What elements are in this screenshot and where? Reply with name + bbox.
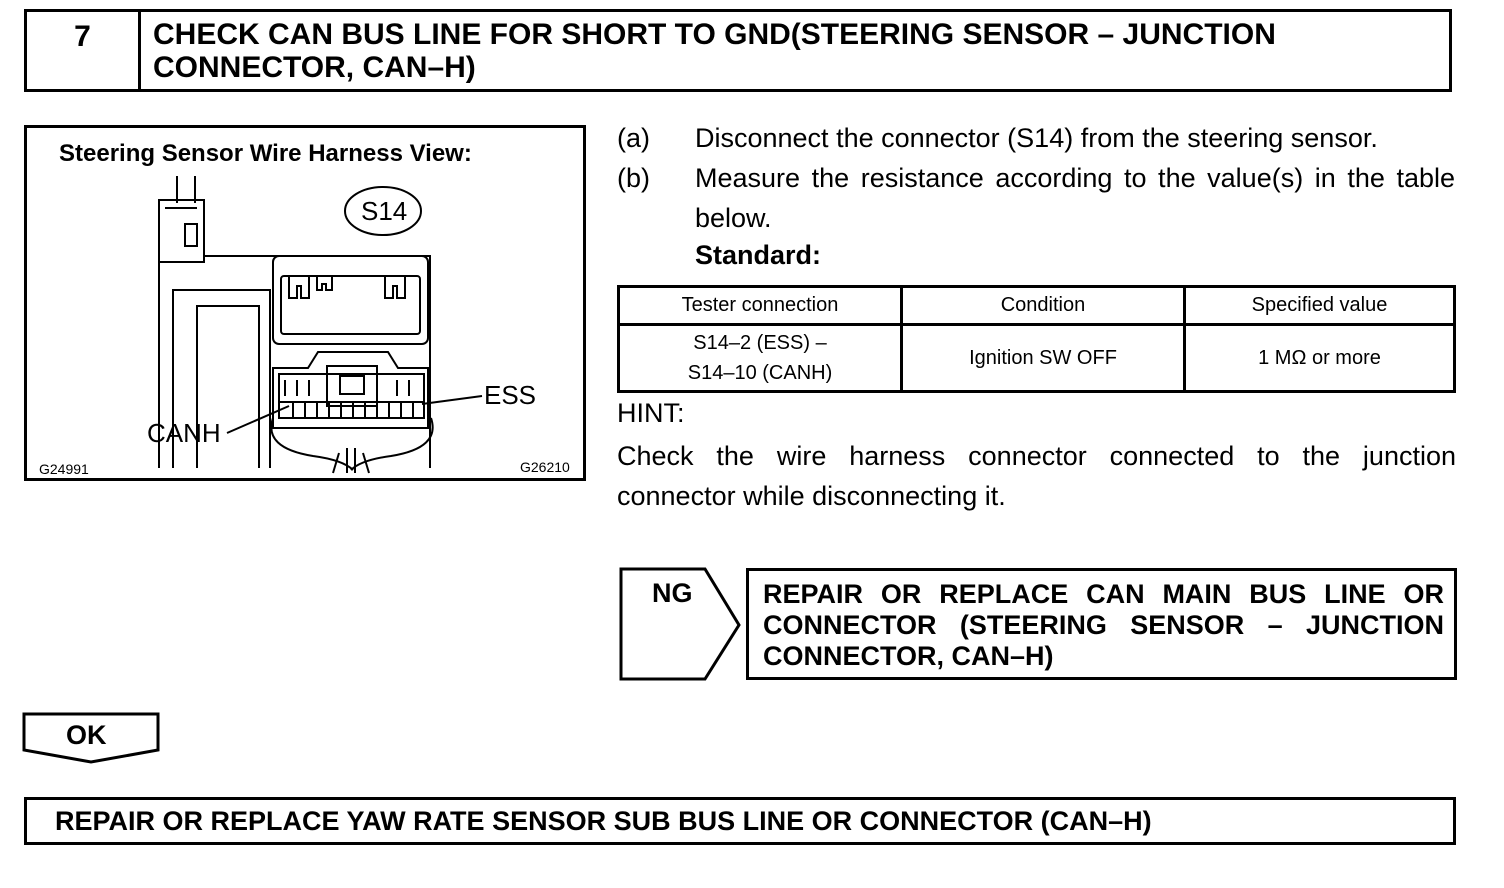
cell-condition: Ignition SW OFF [902,325,1185,392]
instruction-a-text: Disconnect the connector (S14) from the steering sensor. [695,123,1378,153]
header-tester-connection: Tester connection [619,287,902,325]
figure-code-left: G24991 [39,461,89,477]
figure-code-right: G26210 [520,459,570,475]
instruction-b-letter: (b) [617,163,650,193]
hint-title: HINT: [617,398,685,428]
connector-id-label: S14 [361,196,408,226]
table-header-row [619,287,1455,325]
ok-action-box [24,797,1456,845]
steering-sensor-connector-drawing [27,128,583,478]
ng-action-text: REPAIR OR REPLACE CAN MAIN BUS LINE OR CONNECTOR (STEERING SENSOR – JUNCTION CONNECTOR, CAN–H) [763,579,1444,671]
ok-action-text: REPAIR OR REPLACE YAW RATE SENSOR SUB BUS LINE OR CONNECTOR (CAN–H) [55,806,1152,836]
connection-line-1: S14–2 (ESS) – [693,332,827,354]
canh-label: CANH [147,418,221,448]
step-number: 7 [27,12,141,89]
header-specified-value: Specified value [1185,287,1455,325]
instruction-b-text: Measure the resistance according to the value(s) in the table below. [695,163,1455,233]
figure-title: Steering Sensor Wire Harness View: [59,140,472,167]
step-header [24,9,1452,92]
ng-label: NG [652,578,693,608]
ng-action-box [746,568,1457,680]
table-row [619,325,1455,392]
header-condition: Condition [902,287,1185,325]
connector-figure [24,125,586,481]
ok-label: OK [66,720,107,750]
ess-label: ESS [484,380,537,410]
step-title: CHECK CAN BUS LINE FOR SHORT TO GND(STEERING SENSOR – JUNCTION CONNECTOR, CAN–H) [153,18,1276,84]
connection-line-2: S14–10 (CANH) [687,362,833,384]
standard-label: Standard: [695,240,822,270]
specification-table [617,285,1456,393]
instruction-a-letter: (a) [617,123,650,153]
hint-text: Check the wire harness connector connected to the junction connector while disconnecting it. [617,441,1456,511]
cell-specified-value: 1 MΩ or more [1185,325,1455,392]
cell-tester-connection [619,325,902,392]
